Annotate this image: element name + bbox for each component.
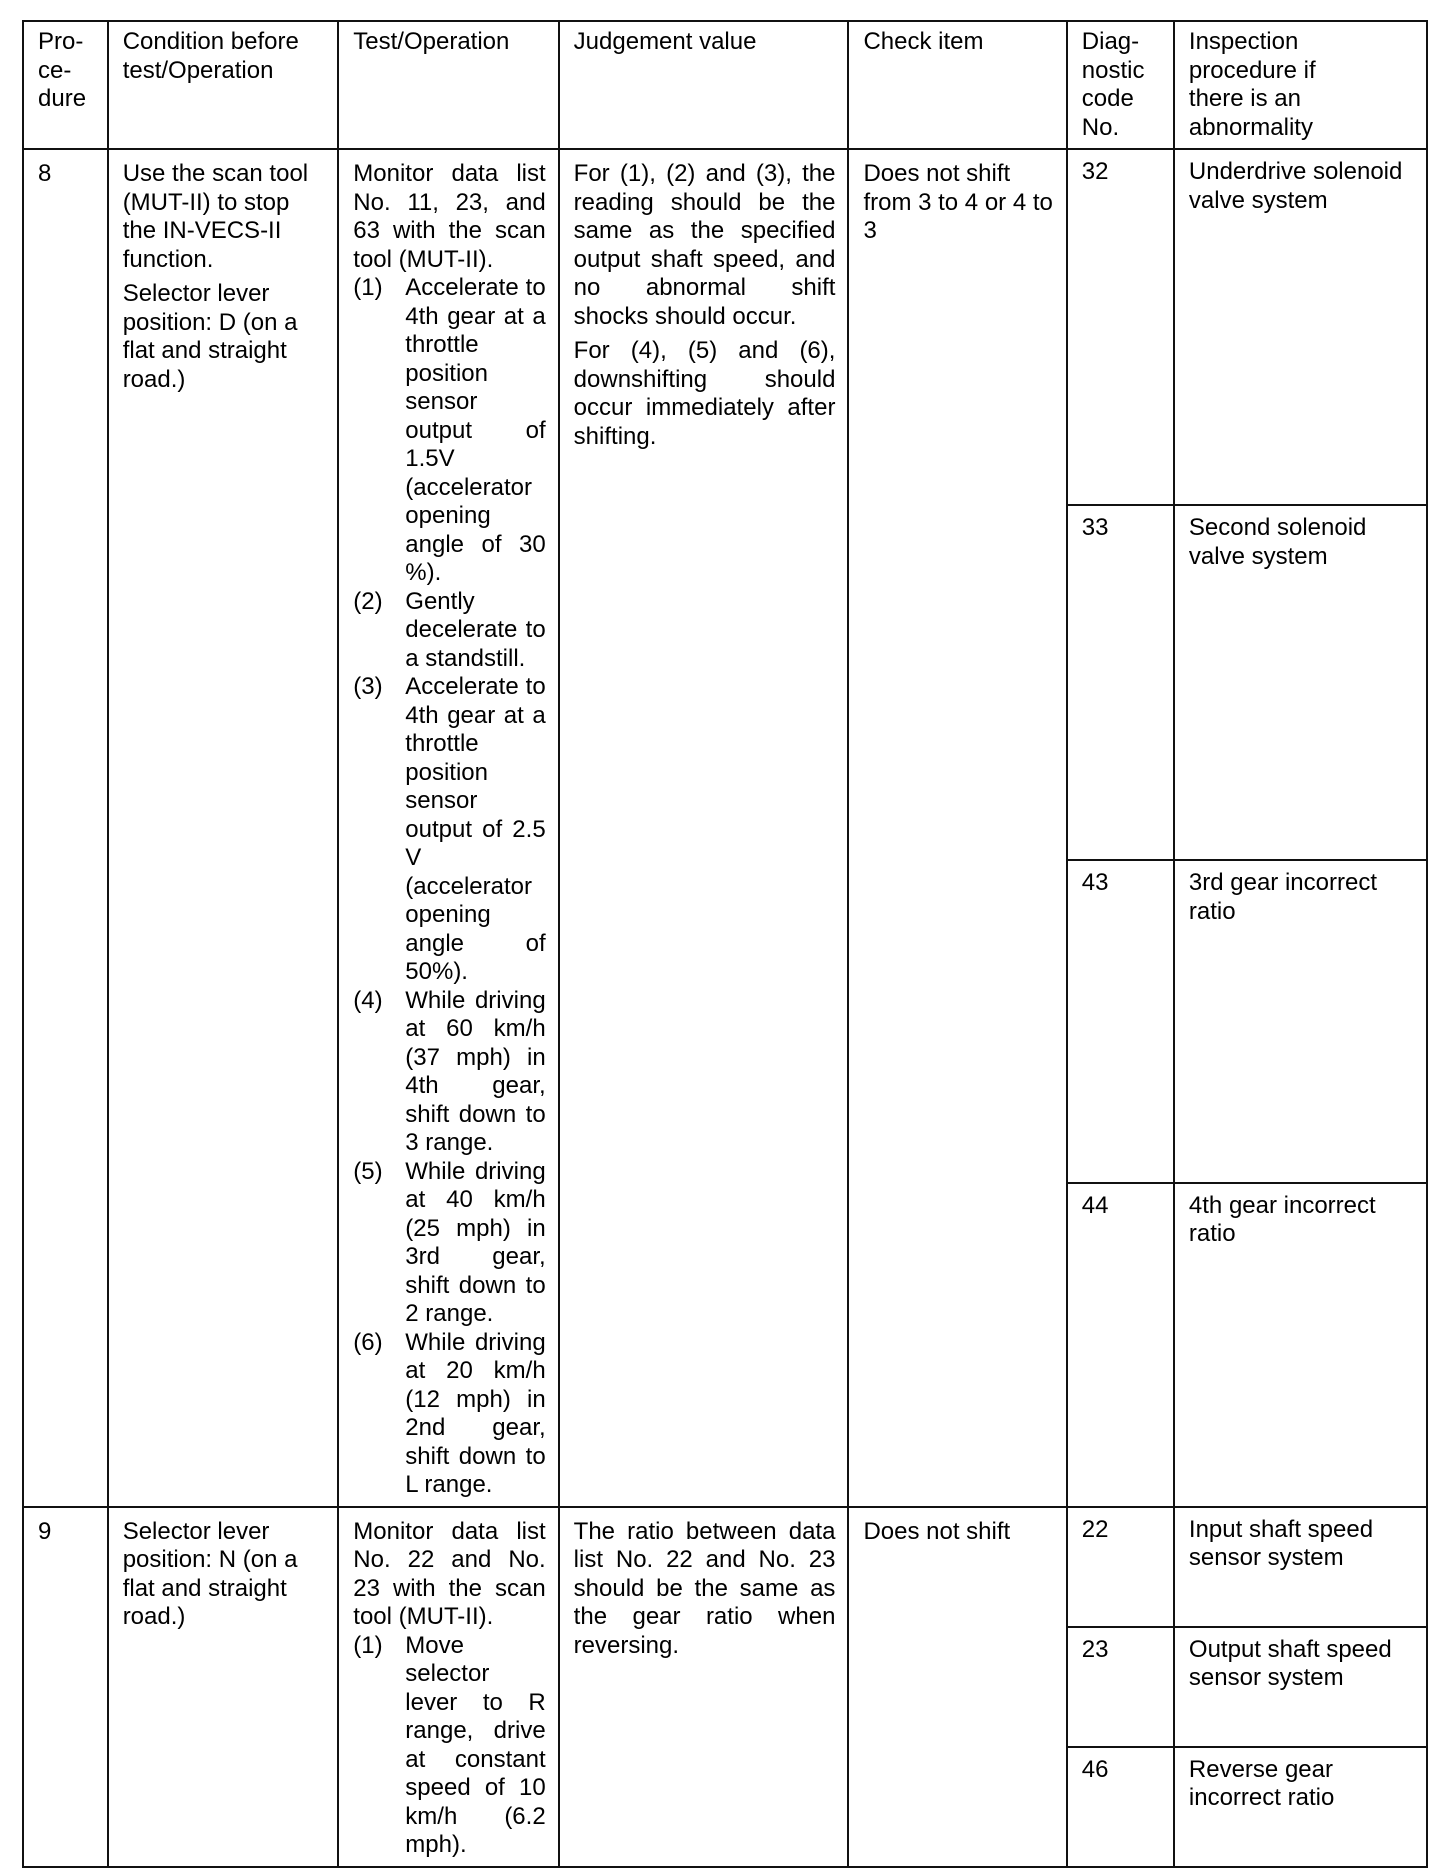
diagnostic-code: 43 [1067,860,1174,1183]
diagnostic-code: 33 [1067,505,1174,860]
test-operation-cell [338,1507,558,1867]
test-intro: Monitor data list No. 11, 23, and 63 with the scan tool (MUT-II). [353,160,546,273]
list-item: (1) Move selector lever to R range, drive at constant speed of 10 km/h (6.2 mph). [353,1631,546,1858]
list-item: (2) Gently decelerate to a standstill. [353,587,546,672]
list-item: (3) Accelerate to 4th gear at a throttle position sensor output of 2.5 V (accelerator opening angle of 50%). [353,673,546,985]
table-row [23,149,1427,505]
list-item: (5) While driving at 40 km/h (25 mph) in 3rd gear, shift down to 2 range. [353,1157,546,1327]
header-row [23,21,1427,149]
diagnostic-code: 23 [1067,1627,1174,1747]
list-item: (4) While driving at 60 km/h (37 mph) in 4th gear, shift down to 3 range. [353,986,546,1156]
judgement-text-2: For (4), (5) and (6), downshifting should occur immediately after shifting. [573,337,836,450]
header-test: Test/Operation [338,21,558,149]
inspection-procedure: 4th gear incorrect ratio [1174,1183,1427,1507]
table-row [23,1507,1427,1627]
inspection-procedure: Reverse gear incorrect ratio [1174,1747,1427,1867]
header-judgement: Judgement value [559,21,849,149]
judgement-cell [559,149,849,1507]
diagnostic-code: 44 [1067,1183,1174,1507]
test-steps [353,1632,545,1860]
diagnostic-table [22,20,1428,1868]
diagnostic-table-page [22,20,1428,1868]
header-condition: Condition before test/Operation [108,21,339,149]
inspection-procedure: Second solenoid valve system [1174,505,1427,860]
test-operation-cell [338,149,558,1507]
header-inspection: Inspection procedure if there is an abnormality [1174,21,1427,149]
condition-text: Selector lever position: N (on a flat and straight road.) [122,1517,298,1630]
check-item-cell: Does not shift from 3 to 4 or 4 to 3 [848,149,1066,1507]
judgement-text: For (1), (2) and (3), the reading should be the same as the specified output shaft speed, and no abnormal shift shocks should occur. [573,160,836,330]
header-procedure: Pro- ce- dure [23,21,108,149]
inspection-procedure: Output shaft speed sensor system [1174,1627,1427,1747]
judgement-text: The ratio between data list No. 22 and No. 23 should be the same as the gear ratio when reversing. [573,1517,836,1659]
inspection-procedure: 3rd gear incorrect ratio [1174,860,1427,1183]
test-intro: Monitor data list No. 22 and No. 23 with the scan tool (MUT-II). [353,1517,546,1630]
diagnostic-code: 22 [1067,1507,1174,1627]
condition-text-2: Selector lever position: D (on a flat and straight road.) [122,280,298,393]
diagnostic-code: 46 [1067,1747,1174,1867]
condition-text: Use the scan tool (MUT-II) to stop the IN-VECS-II function. [122,160,309,273]
header-check: Check item [848,21,1066,149]
diagnostic-code: 32 [1067,149,1174,505]
list-item: (1) Accelerate to 4th gear at a throttle position sensor output of 1.5V (accelerator opening angle of 30 %). [353,274,546,586]
list-item: (6) While driving at 20 km/h (12 mph) in 2nd gear, shift down to L range. [353,1328,546,1498]
condition-cell [108,1507,339,1867]
test-steps [353,274,545,1500]
check-item-cell: Does not shift [848,1507,1066,1867]
condition-cell [108,149,339,1507]
header-code: Diag- nostic code No. [1067,21,1174,149]
judgement-cell [559,1507,849,1867]
inspection-procedure: Underdrive solenoid valve system [1174,149,1427,505]
procedure-number: 8 [23,149,108,1507]
inspection-procedure: Input shaft speed sensor system [1174,1507,1427,1627]
procedure-number: 9 [23,1507,108,1867]
